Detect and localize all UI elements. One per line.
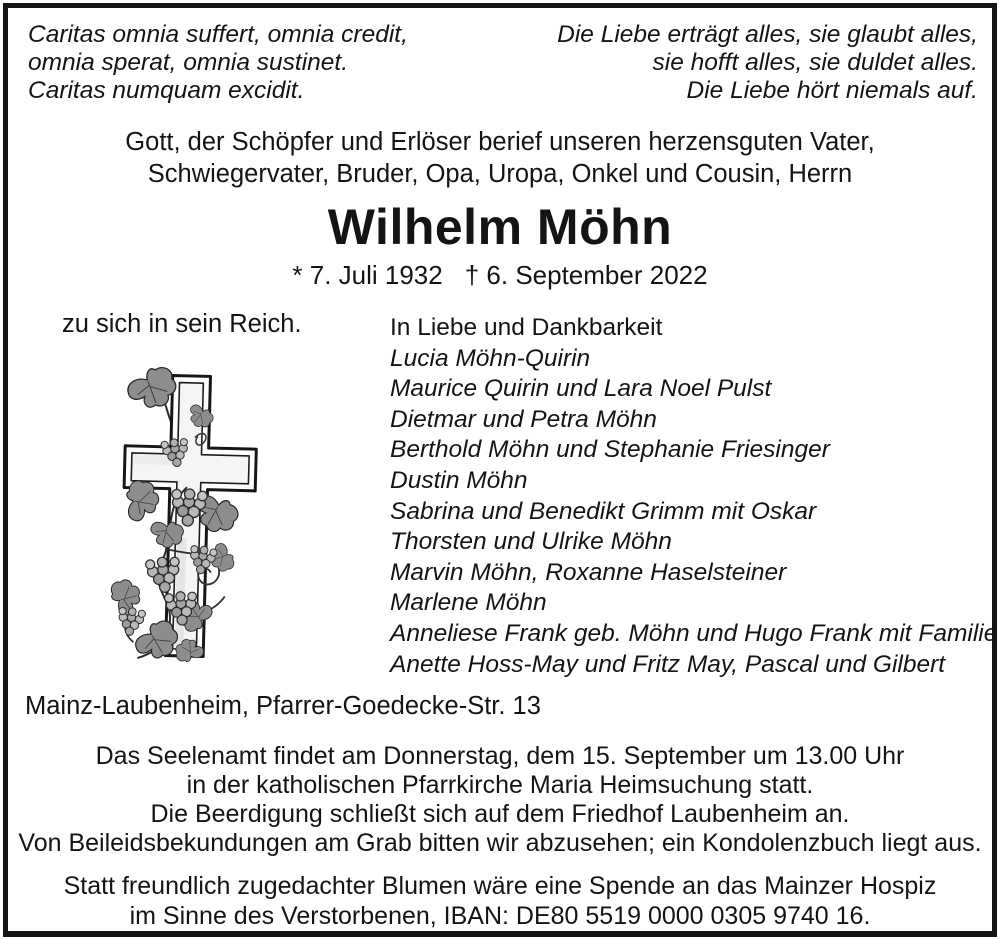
german-quote <box>557 21 978 105</box>
intro-line: Gott, der Schöpfer und Erlöser berief unseren herzensguten Vater, <box>125 128 875 156</box>
mourner-line: Maurice Quirin und Lara Noel Pulst <box>390 375 772 403</box>
mourner-line: Marlene Möhn <box>390 589 547 617</box>
mourner-line: Thorsten und Ulrike Möhn <box>390 528 672 556</box>
address-line: Mainz-Laubenheim, Pfarrer-Goedecke-Str. 13 <box>25 692 541 720</box>
mourner-line: Anette Hoss-May und Fritz May, Pascal und Gilbert <box>390 650 946 678</box>
deceased-name: Wilhelm Möhn <box>327 199 673 255</box>
mourner-line: Lucia Möhn-Quirin <box>390 344 591 372</box>
latin-quote-line: Caritas omnia suffert, omnia credit, <box>28 21 408 48</box>
mourners-list <box>390 313 997 680</box>
service-line: Das Seelenamt findet am Donnerstag, dem 15. September um 13.00 Uhr <box>95 742 905 770</box>
death-date: † 6. September 2022 <box>464 260 708 290</box>
cross-with-grapevine-icon <box>103 360 273 668</box>
intro-continuation: zu sich in sein Reich. <box>62 310 302 338</box>
service-line: Von Beileidsbekundungen am Grab bitten wir abzusehen; ein Kondolenzbuch liegt aus. <box>18 829 982 857</box>
donation-info <box>8 872 992 931</box>
intro-text <box>8 126 992 190</box>
intro-line: Schwiegervater, Bruder, Opa, Uropa, Onkel und Cousin, Herrn <box>147 160 853 188</box>
service-info <box>8 742 992 858</box>
mourners-heading: In Liebe und Dankbarkeit <box>390 314 663 341</box>
mourner-line: Berthold Möhn und Stephanie Friesinger <box>390 436 830 464</box>
donation-line: im Sinne des Verstorbenen, IBAN: DE80 5519 0000 0305 9740 16. <box>129 901 871 930</box>
mourner-line: Dietmar und Petra Möhn <box>390 405 657 433</box>
mourner-line: Dustin Möhn <box>390 466 528 494</box>
german-quote-line: sie hofft alles, sie duldet alles. <box>652 49 978 76</box>
mourner-line: Anneliese Frank geb. Möhn und Hugo Frank mit Familie <box>390 619 998 647</box>
birth-date: * 7. Juli 1932 <box>292 260 443 290</box>
latin-quote <box>28 21 408 105</box>
service-line: in der katholischen Pfarrkirche Maria Heimsuchung statt. <box>186 771 814 799</box>
german-quote-line: Die Liebe erträgt alles, sie glaubt alles, <box>557 21 978 48</box>
header-quotes <box>28 21 978 105</box>
life-dates <box>8 260 992 291</box>
mourner-line: Sabrina und Benedikt Grimm mit Oskar <box>390 497 817 525</box>
donation-line: Statt freundlich zugedachter Blumen wäre eine Spende an das Mainzer Hospiz <box>63 872 937 900</box>
service-line: Die Beerdigung schließt sich auf dem Friedhof Laubenheim an. <box>150 800 850 828</box>
latin-quote-line: Caritas numquam excidit. <box>28 77 305 104</box>
german-quote-line: Die Liebe hört niemals auf. <box>686 77 978 104</box>
latin-quote-line: omnia sperat, omnia sustinet. <box>28 49 349 76</box>
mourner-line: Marvin Möhn, Roxanne Haselsteiner <box>390 558 787 586</box>
obituary-card <box>3 3 997 937</box>
